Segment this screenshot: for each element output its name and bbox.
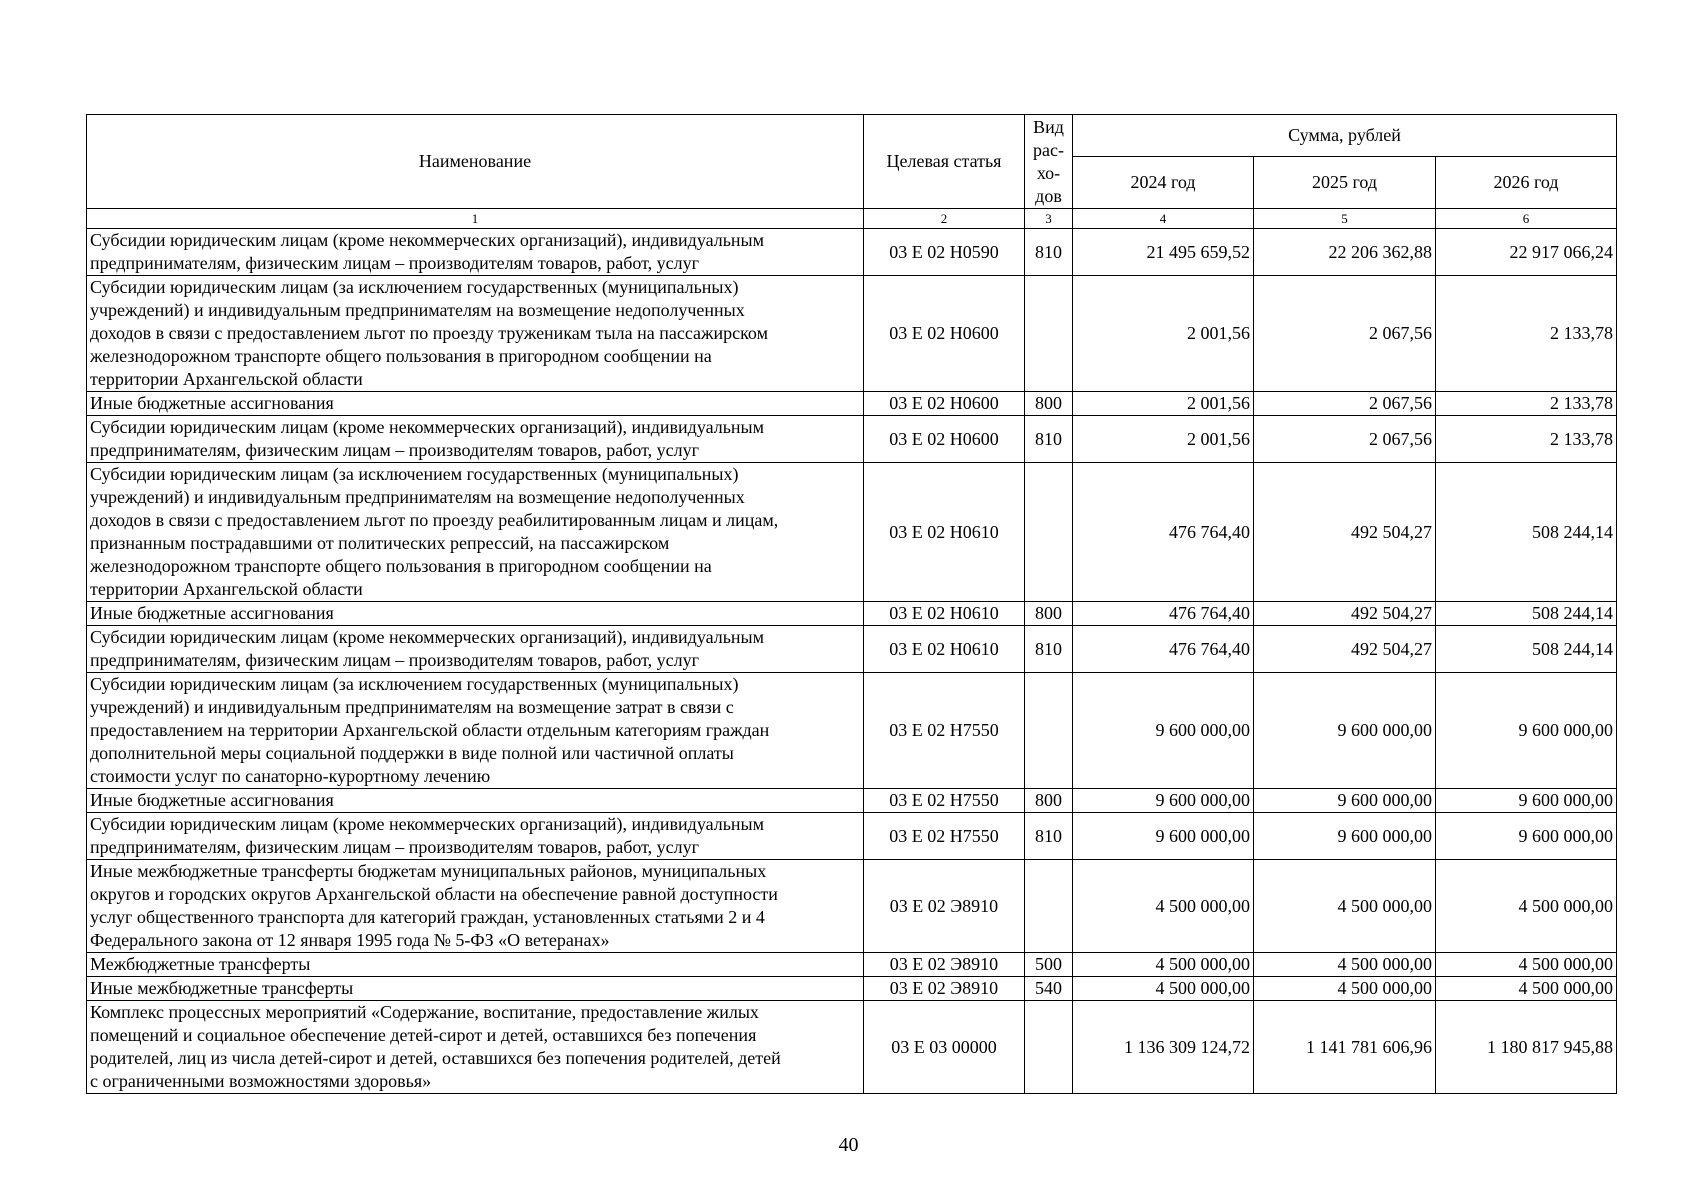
row-amount-2025: 4 500 000,00 [1254,977,1436,1001]
row-expense-kind: 810 [1025,229,1073,276]
row-name-line: помещений и социальное обеспечение детей-сирот и детей, оставшихся без попечения [90,1025,757,1045]
column-number: 5 [1254,209,1436,229]
row-amount-2026: 9 600 000,00 [1436,789,1617,813]
row-name [87,813,864,860]
row-expense-kind [1025,276,1073,392]
row-amount-2026: 1 180 817 945,88 [1436,1001,1617,1094]
row-name [87,977,864,1001]
row-amount-2024: 4 500 000,00 [1073,977,1254,1001]
header-kind [1025,115,1073,209]
row-amount-2025: 492 504,27 [1254,602,1436,626]
row-amount-2024: 2 001,56 [1073,392,1254,416]
row-name-line: с ограниченными возможностями здоровья» [90,1071,432,1091]
row-target-code: 03 Е 02 Э8910 [864,953,1025,977]
header-year-2024: 2024 год [1073,157,1254,209]
row-target-code: 03 Е 02 Н0600 [864,392,1025,416]
page-number: 40 [838,1134,859,1156]
row-amount-2025: 4 500 000,00 [1254,860,1436,953]
row-amount-2024: 9 600 000,00 [1073,813,1254,860]
row-expense-kind: 540 [1025,977,1073,1001]
table-row [87,977,1617,1001]
row-name-line: учреждений) и индивидуальным предпринимателям на возмещение затрат в связи с [90,697,734,717]
header-year-2025: 2025 год [1254,157,1436,209]
row-amount-2024: 9 600 000,00 [1073,789,1254,813]
row-name-line: предпринимателям, физическим лицам – производителям товаров, работ, услуг [90,253,699,273]
row-amount-2025: 492 504,27 [1254,463,1436,602]
header-target: Целевая статья [864,115,1025,209]
row-name [87,276,864,392]
row-target-code: 03 Е 02 Н0600 [864,276,1025,392]
row-name [87,953,864,977]
row-name-line: предпринимателям, физическим лицам – производителям товаров, работ, услуг [90,837,699,857]
row-name-line: родителей, лиц из числа детей-сирот и детей, оставшихся без попечения родителей, детей [90,1048,781,1068]
row-amount-2026: 2 133,78 [1436,416,1617,463]
row-name-line: дополнительной меры социальной поддержки в виде полной или частичной оплаты [90,743,734,763]
row-target-code: 03 Е 02 Н0600 [864,416,1025,463]
row-name-line: Иные бюджетные ассигнования [90,393,334,413]
row-amount-2024: 4 500 000,00 [1073,860,1254,953]
row-target-code: 03 Е 02 Н0610 [864,463,1025,602]
row-expense-kind [1025,673,1073,789]
row-amount-2026: 9 600 000,00 [1436,813,1617,860]
table-row [87,953,1617,977]
row-name-line: учреждений) и индивидуальным предпринимателям на возмещение недополученных [90,487,745,507]
column-number-row [87,209,1617,229]
row-amount-2025: 2 067,56 [1254,416,1436,463]
row-name [87,626,864,673]
column-number: 6 [1436,209,1617,229]
table-body [87,229,1617,1094]
header-kind-line: Вид [1033,116,1064,137]
row-amount-2026: 9 600 000,00 [1436,673,1617,789]
row-name-line: Субсидии юридическим лицам (за исключением государственных (муниципальных) [90,464,739,484]
row-name-line: Федерального закона от 12 января 1995 года № 5-ФЗ «О ветеранах» [90,930,610,950]
row-name [87,673,864,789]
header-sum: Сумма, рублей [1073,115,1617,157]
header-year-2026: 2026 год [1436,157,1617,209]
row-name-line: Иные бюджетные ассигнования [90,603,334,623]
table-row [87,602,1617,626]
row-amount-2025: 4 500 000,00 [1254,953,1436,977]
row-name-line: Иные бюджетные ассигнования [90,790,334,810]
row-name-line: стоимости услуг по санаторно-курортному лечению [90,766,491,786]
row-name [87,416,864,463]
row-amount-2024: 476 764,40 [1073,626,1254,673]
row-amount-2024: 4 500 000,00 [1073,953,1254,977]
column-number: 4 [1073,209,1254,229]
row-name-line: округов и городских округов Архангельской области на обеспечение равной доступности [90,884,778,904]
table-header [87,115,1617,229]
row-expense-kind: 810 [1025,626,1073,673]
row-name [87,392,864,416]
row-name-line: учреждений) и индивидуальным предпринимателям на возмещение недополученных [90,300,745,320]
row-name-line: Субсидии юридическим лицам (за исключением государственных (муниципальных) [90,277,739,297]
row-amount-2024: 1 136 309 124,72 [1073,1001,1254,1094]
row-name-line: предпринимателям, физическим лицам – производителям товаров, работ, услуг [90,440,699,460]
row-name [87,860,864,953]
row-target-code: 03 Е 02 Э8910 [864,860,1025,953]
row-expense-kind [1025,1001,1073,1094]
row-expense-kind: 810 [1025,416,1073,463]
row-amount-2025: 9 600 000,00 [1254,673,1436,789]
row-expense-kind: 810 [1025,813,1073,860]
table-row [87,813,1617,860]
table-row [87,673,1617,789]
row-name [87,602,864,626]
row-name [87,229,864,276]
row-amount-2025: 2 067,56 [1254,392,1436,416]
row-name-line: Субсидии юридическим лицам (кроме некоммерческих организаций), индивидуальным [90,627,765,647]
column-number: 2 [864,209,1025,229]
row-amount-2024: 2 001,56 [1073,416,1254,463]
row-name-line: предпринимателям, физическим лицам – производителям товаров, работ, услуг [90,650,699,670]
row-name-line: территории Архангельской области [90,369,363,389]
row-amount-2026: 4 500 000,00 [1436,860,1617,953]
table-row [87,229,1617,276]
row-expense-kind [1025,463,1073,602]
row-amount-2025: 492 504,27 [1254,626,1436,673]
table-row [87,392,1617,416]
row-name-line: Субсидии юридическим лицам (за исключением государственных (муниципальных) [90,674,739,694]
row-name-line: Иные межбюджетные трансферты бюджетам муниципальных районов, муниципальных [90,861,767,881]
row-amount-2024: 21 495 659,52 [1073,229,1254,276]
row-amount-2025: 2 067,56 [1254,276,1436,392]
row-target-code: 03 Е 02 Н0590 [864,229,1025,276]
row-amount-2026: 22 917 066,24 [1436,229,1617,276]
row-expense-kind: 800 [1025,392,1073,416]
row-amount-2025: 9 600 000,00 [1254,789,1436,813]
row-name-line: железнодорожном транспорте общего пользования в пригородном сообщении на [90,346,712,366]
row-name-line: Субсидии юридическим лицам (кроме некоммерческих организаций), индивидуальным [90,230,765,250]
row-amount-2025: 1 141 781 606,96 [1254,1001,1436,1094]
row-expense-kind: 800 [1025,602,1073,626]
row-name-line: Субсидии юридическим лицам (кроме некоммерческих организаций), индивидуальным [90,417,765,437]
row-expense-kind: 500 [1025,953,1073,977]
row-target-code: 03 Е 03 00000 [864,1001,1025,1094]
header-kind-line: рас- [1033,139,1064,160]
table-row [87,1001,1617,1094]
row-name-line: Субсидии юридическим лицам (кроме некоммерческих организаций), индивидуальным [90,814,765,834]
row-name-line: Комплекс процессных мероприятий «Содержание, воспитание, предоставление жилых [90,1002,759,1022]
table-row [87,276,1617,392]
row-amount-2024: 9 600 000,00 [1073,673,1254,789]
row-target-code: 03 Е 02 Н0610 [864,626,1025,673]
row-name-line: услуг общественного транспорта для категорий граждан, установленных статьями 2 и 4 [90,907,765,927]
row-name-line: Межбюджетные трансферты [90,954,311,974]
column-number: 3 [1025,209,1073,229]
row-amount-2026: 2 133,78 [1436,392,1617,416]
row-amount-2026: 508 244,14 [1436,463,1617,602]
budget-table [86,114,1617,1094]
row-name [87,789,864,813]
row-name-line: железнодорожном транспорте общего пользования в пригородном сообщении на [90,556,712,576]
row-name [87,1001,864,1094]
header-name: Наименование [87,115,864,209]
row-name-line: Иные межбюджетные трансферты [90,978,354,998]
row-target-code: 03 Е 02 Н7550 [864,789,1025,813]
row-name [87,463,864,602]
row-amount-2026: 2 133,78 [1436,276,1617,392]
row-target-code: 03 Е 02 Э8910 [864,977,1025,1001]
row-expense-kind [1025,860,1073,953]
row-target-code: 03 Е 02 Н0610 [864,602,1025,626]
header-kind-line: хо- [1036,162,1061,183]
row-name-line: признанным пострадавшими от политических репрессий, на пассажирском [90,533,670,553]
table-row [87,626,1617,673]
row-name-line: территории Архангельской области [90,579,363,599]
table-row [87,416,1617,463]
row-amount-2025: 22 206 362,88 [1254,229,1436,276]
row-amount-2024: 2 001,56 [1073,276,1254,392]
row-expense-kind: 800 [1025,789,1073,813]
row-name-line: доходов в связи с предоставлением льгот по проезду труженикам тыла на пассажирском [90,323,768,343]
row-amount-2026: 508 244,14 [1436,626,1617,673]
row-name-line: предоставлением на территории Архангельской области отдельным категориям граждан [90,720,770,740]
row-amount-2026: 4 500 000,00 [1436,977,1617,1001]
row-target-code: 03 Е 02 Н7550 [864,673,1025,789]
row-target-code: 03 Е 02 Н7550 [864,813,1025,860]
table-row [87,860,1617,953]
header-kind-line: дов [1035,185,1062,206]
table-row [87,463,1617,602]
column-number: 1 [87,209,864,229]
row-amount-2024: 476 764,40 [1073,463,1254,602]
row-amount-2026: 4 500 000,00 [1436,953,1617,977]
row-amount-2025: 9 600 000,00 [1254,813,1436,860]
row-name-line: доходов в связи с предоставлением льгот по проезду реабилитированным лицам и лицам, [90,510,779,530]
table-row [87,789,1617,813]
row-amount-2024: 476 764,40 [1073,602,1254,626]
row-amount-2026: 508 244,14 [1436,602,1617,626]
